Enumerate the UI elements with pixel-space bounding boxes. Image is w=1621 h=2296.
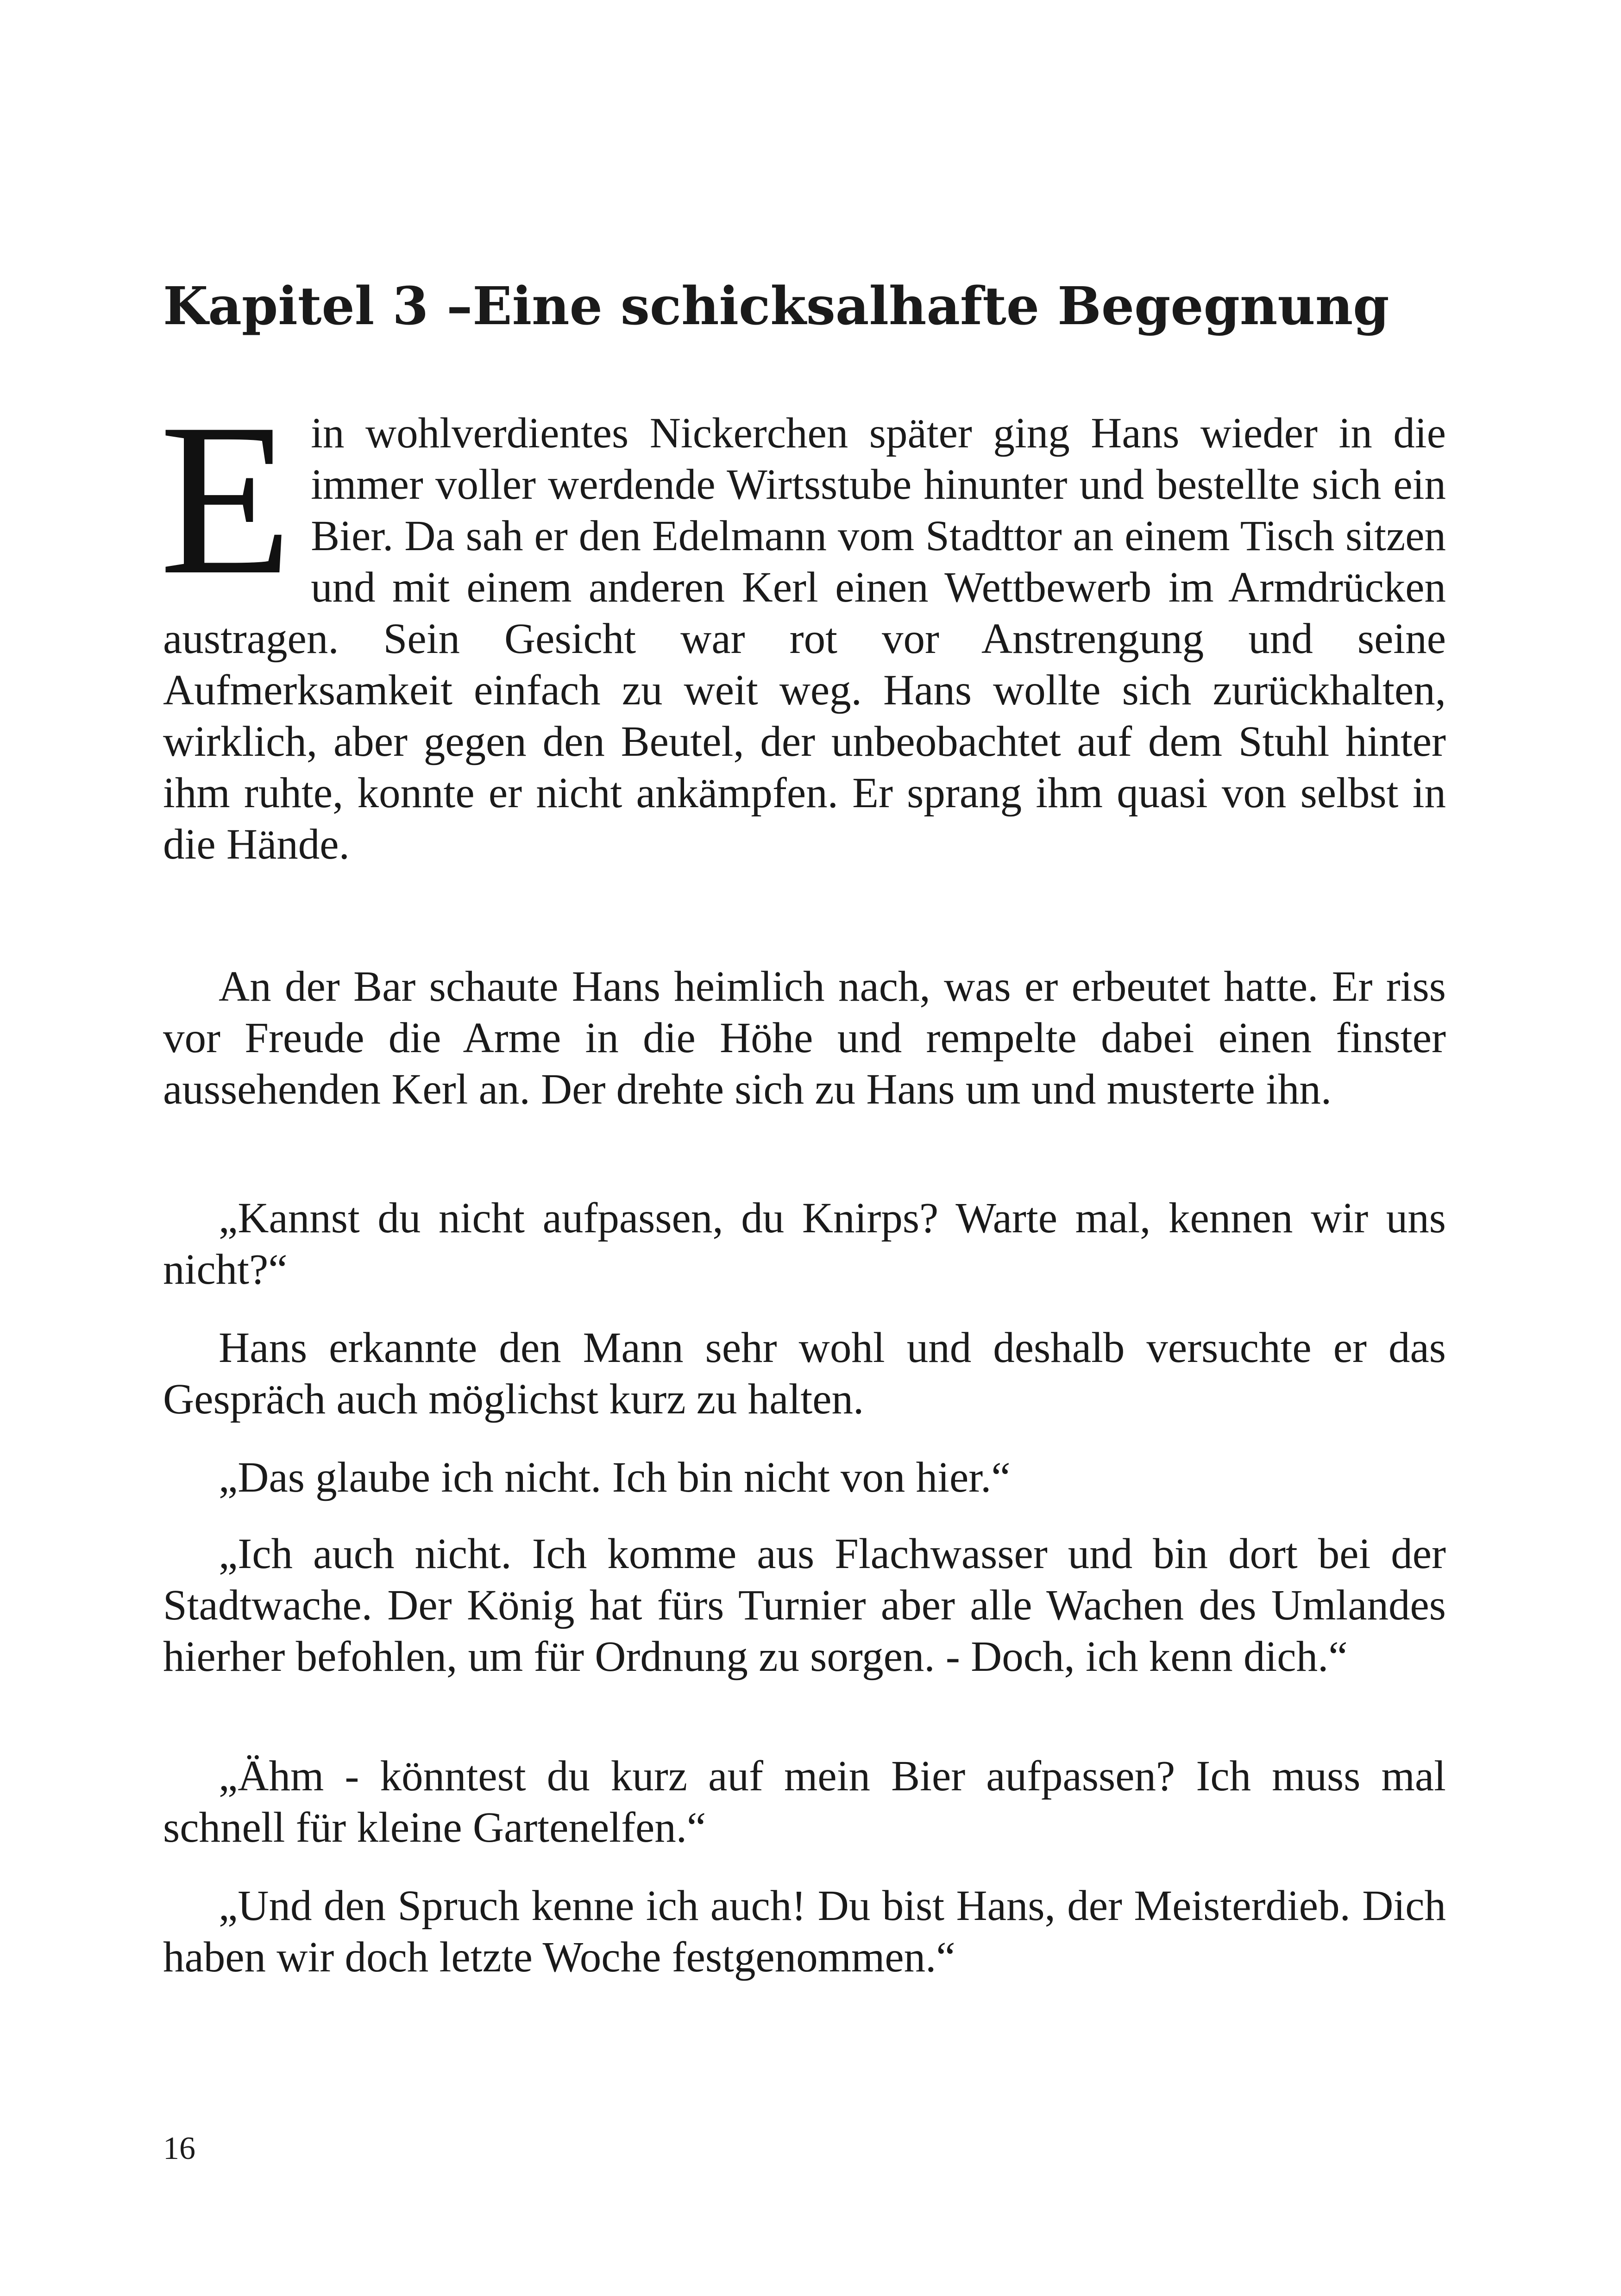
drop-cap-letter: E xyxy=(159,378,293,620)
paragraph-dialogue-flachwasser: „Ich auch nicht. Ich komme aus Flachwasser und bin dort bei der Stadtwache. Der König hat fürs Turnier aber alle Wachen des Umlandes hierher befohlen, um für Ordnung zu sorgen. - Doch, ich kenn dich.“ xyxy=(163,1530,1446,1681)
paragraph-opening xyxy=(159,378,1446,870)
page-number: 16 xyxy=(163,2131,195,2166)
chapter-title: Kapitel 3 –Eine schicksalhafte Begegnung xyxy=(163,276,1389,337)
paragraph-bar: An der Bar schaute Hans heimlich nach, was er erbeutet hatte. Er riss vor Freude die Arme in die Höhe und rempelte dabei einen finster aussehenden Kerl an. Der drehte sich zu Hans um und musterte ihn. xyxy=(163,963,1446,1113)
paragraph-dialogue-meisterdieb: „Und den Spruch kenne ich auch! Du bist Hans, der Meisterdieb. Dich haben wir doch letzte Woche festgenommen.“ xyxy=(163,1882,1446,1981)
paragraph-recognition: Hans erkannte den Mann sehr wohl und deshalb versuchte er das Gespräch auch möglichst kurz zu halten. xyxy=(163,1324,1446,1423)
paragraph-dialogue-beer: „Ähm - könntest du kurz auf mein Bier aufpassen? Ich muss mal schnell für kleine Gartenelfen.“ xyxy=(163,1752,1446,1851)
paragraph-dialogue-knirps: „Kannst du nicht aufpassen, du Knirps? Warte mal, kennen wir uns nicht?“ xyxy=(163,1194,1446,1293)
paragraph-dialogue-not-from-here: „Das glaube ich nicht. Ich bin nicht von hier.“ xyxy=(219,1454,1011,1501)
paragraph-opening-text: in wohlverdientes Nickerchen später ging Hans wieder in die immer voller werdende Wirtsstube hinunter und bestellte sich ein Bier. Da sah er den Edelmann vom Stadttor an einem Tisch sitzen und mit einem anderen Kerl einen Wettbewerb im Armdrücken austragen. Sein Gesicht war rot vor Anstrengung und seine Aufmerksamkeit einfach zu weit weg. Hans wollte sich zurückhalten, wirklich, aber gegen den Beutel, der unbeobachtet auf dem Stuhl hinter ihm ruhte, konnte er nicht ankämpfen. Er sprang ihm quasi von selbst in die Hände. xyxy=(163,409,1446,868)
